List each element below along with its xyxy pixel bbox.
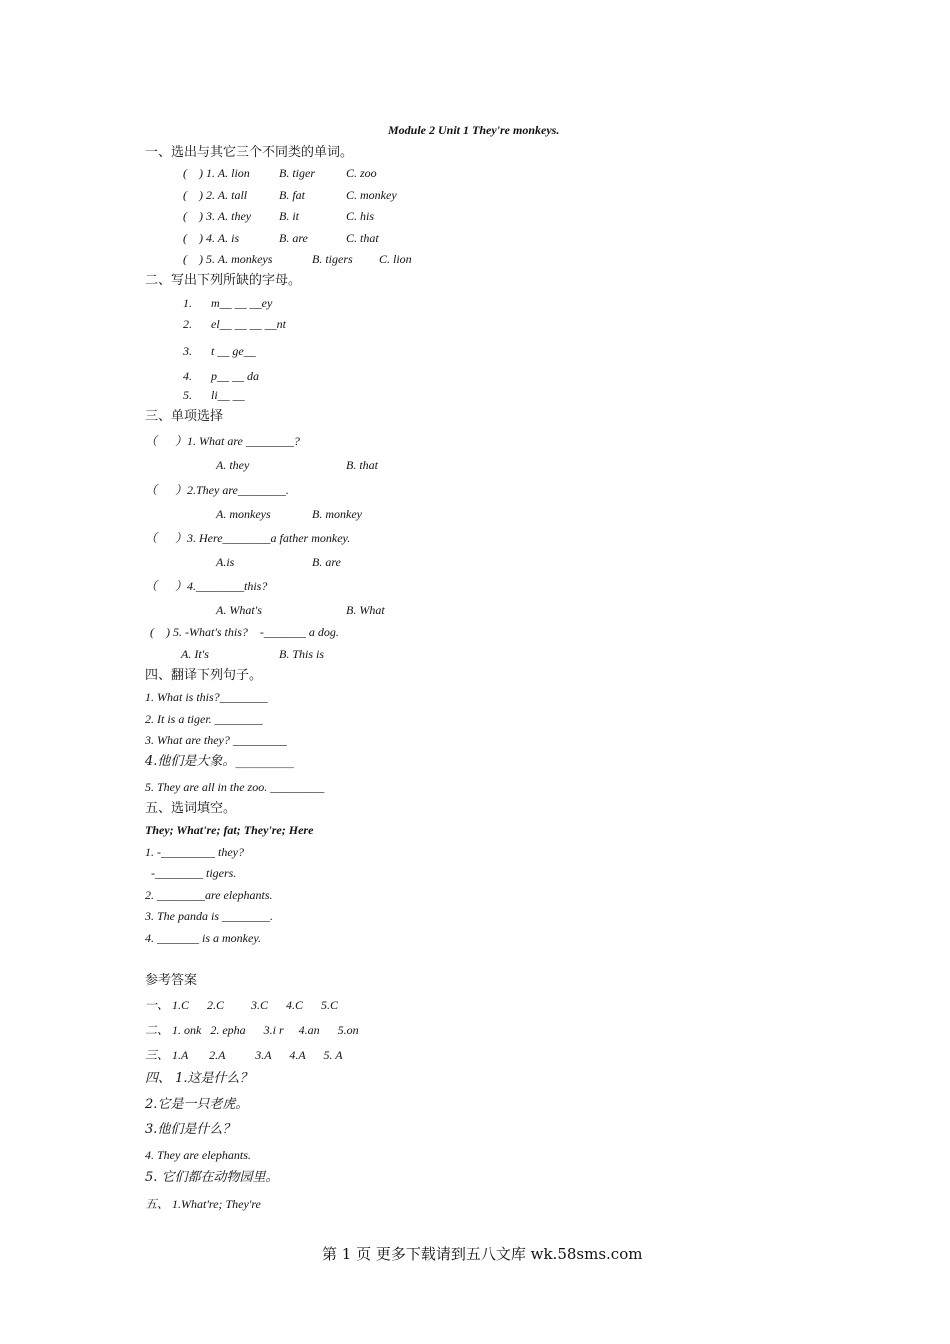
s1-item-1-b: B. tiger bbox=[279, 166, 315, 180]
s4-item-4: 4.他们是大象。_________ bbox=[145, 754, 294, 769]
section1-heading: 一、选出与其它三个不同类的单词。 bbox=[145, 145, 354, 160]
answer-line-5: 2.它是一只老虎。 bbox=[145, 1097, 249, 1112]
answer-line-1: 一、 1.C 2.C 3.C 4.C 5.C bbox=[145, 998, 339, 1012]
s3-item-3-question: （ ）3. Here________a father monkey. bbox=[145, 531, 351, 545]
s2-item-2-num: 2. bbox=[183, 317, 192, 331]
s2-item-3-num: 3. bbox=[183, 344, 192, 358]
s3-item-1-a: A. they bbox=[216, 458, 250, 472]
s2-item-4-num: 4. bbox=[183, 369, 192, 383]
s3-item-2-question: （ ）2.They are________. bbox=[145, 483, 289, 497]
word-bank: They; What're; fat; They're; Here bbox=[145, 823, 314, 837]
s3-item-4-a: A. What's bbox=[216, 603, 262, 617]
s5-item-2: 2. ________are elephants. bbox=[145, 888, 273, 902]
s1-item-5-b: B. tigers bbox=[312, 252, 353, 266]
s5-item-4: 4. _______ is a monkey. bbox=[145, 931, 261, 945]
s1-item-3-c: C. his bbox=[346, 209, 375, 223]
answer-line-7: 4. They are elephants. bbox=[145, 1148, 251, 1162]
s5-item-3: 3. The panda is ________. bbox=[145, 909, 274, 923]
section3-heading: 三、单项选择 bbox=[145, 409, 224, 424]
s1-item-2-b: B. fat bbox=[279, 188, 305, 202]
s4-item-2: 2. It is a tiger. ________ bbox=[145, 712, 263, 726]
s4-item-5: 5. They are all in the zoo. _________ bbox=[145, 780, 325, 794]
s1-item-3-num: ( ) 3. A. they bbox=[183, 209, 252, 223]
s1-item-4-c: C. that bbox=[346, 231, 379, 245]
answer-line-6: 3.他们是什么？ bbox=[145, 1122, 236, 1137]
s1-item-5-num: ( ) 5. A. monkeys bbox=[183, 252, 273, 266]
s3-item-4-question: （ ）4.________this? bbox=[145, 579, 268, 593]
s3-item-4-b: B. What bbox=[346, 603, 385, 617]
s1-item-4-num: ( ) 4. A. is bbox=[183, 231, 240, 245]
s3-item-1-question: （ ）1. What are ________? bbox=[145, 434, 300, 448]
answer-line-9: 五、 1.What're; They're bbox=[145, 1197, 261, 1211]
section4-heading: 四、翻译下列句子。 bbox=[145, 668, 263, 683]
s3-item-3-a: A.is bbox=[216, 555, 235, 569]
s1-item-4-b: B. are bbox=[279, 231, 308, 245]
s2-item-4-text: p__ __ da bbox=[211, 369, 259, 383]
s1-item-1-num: ( ) 1. A. lion bbox=[183, 166, 250, 180]
s3-item-2-b: B. monkey bbox=[312, 507, 362, 521]
s2-item-3-text: t __ ge__ bbox=[211, 344, 256, 358]
section2-heading: 二、写出下列所缺的字母。 bbox=[145, 273, 302, 288]
s2-item-1-num: 1. bbox=[183, 296, 192, 310]
s3-item-5-a: A. It's bbox=[181, 647, 209, 661]
answer-line-4: 四、 1.这是什么？ bbox=[145, 1071, 253, 1086]
s3-item-5-question: ( ) 5. -What's this? -_______ a dog. bbox=[150, 625, 339, 639]
s1-item-2-num: ( ) 2. A. tall bbox=[183, 188, 248, 202]
answers-heading: 参考答案 bbox=[145, 973, 198, 988]
section5-heading: 五、选词填空。 bbox=[145, 801, 237, 816]
s2-item-1-text: m__ __ __ey bbox=[211, 296, 273, 310]
s1-item-2-c: C. monkey bbox=[346, 188, 397, 202]
s3-item-3-b: B. are bbox=[312, 555, 341, 569]
s1-item-3-b: B. it bbox=[279, 209, 299, 223]
answer-line-8: 5. 它们都在动物园里。 bbox=[145, 1170, 279, 1185]
s2-item-5-num: 5. bbox=[183, 388, 192, 402]
page-footer: 第 1 页 更多下载请到五八文库 wk.58sms.com bbox=[322, 1245, 643, 1263]
s1-item-1-c: C. zoo bbox=[346, 166, 377, 180]
s2-item-5-text: li__ __ bbox=[211, 388, 245, 402]
s5-item-1: 1. -_________ they? bbox=[145, 845, 244, 859]
s1-item-5-c: C. lion bbox=[379, 252, 412, 266]
s3-item-5-b: B. This is bbox=[279, 647, 325, 661]
answer-line-3: 三、 1.A 2.A 3.A 4.A 5. A bbox=[145, 1048, 343, 1062]
s2-item-2-text: el__ __ __ __nt bbox=[211, 317, 286, 331]
answer-line-2: 二、 1. onk 2. epha 3.i r 4.an 5.on bbox=[145, 1023, 359, 1037]
s4-item-3: 3. What are they? _________ bbox=[145, 733, 287, 747]
s4-item-1: 1. What is this?________ bbox=[145, 690, 268, 704]
page-title: Module 2 Unit 1 They're monkeys. bbox=[388, 123, 560, 137]
s3-item-2-a: A. monkeys bbox=[216, 507, 271, 521]
s3-item-1-b: B. that bbox=[346, 458, 378, 472]
s5-item-1b: -________ tigers. bbox=[145, 866, 237, 880]
